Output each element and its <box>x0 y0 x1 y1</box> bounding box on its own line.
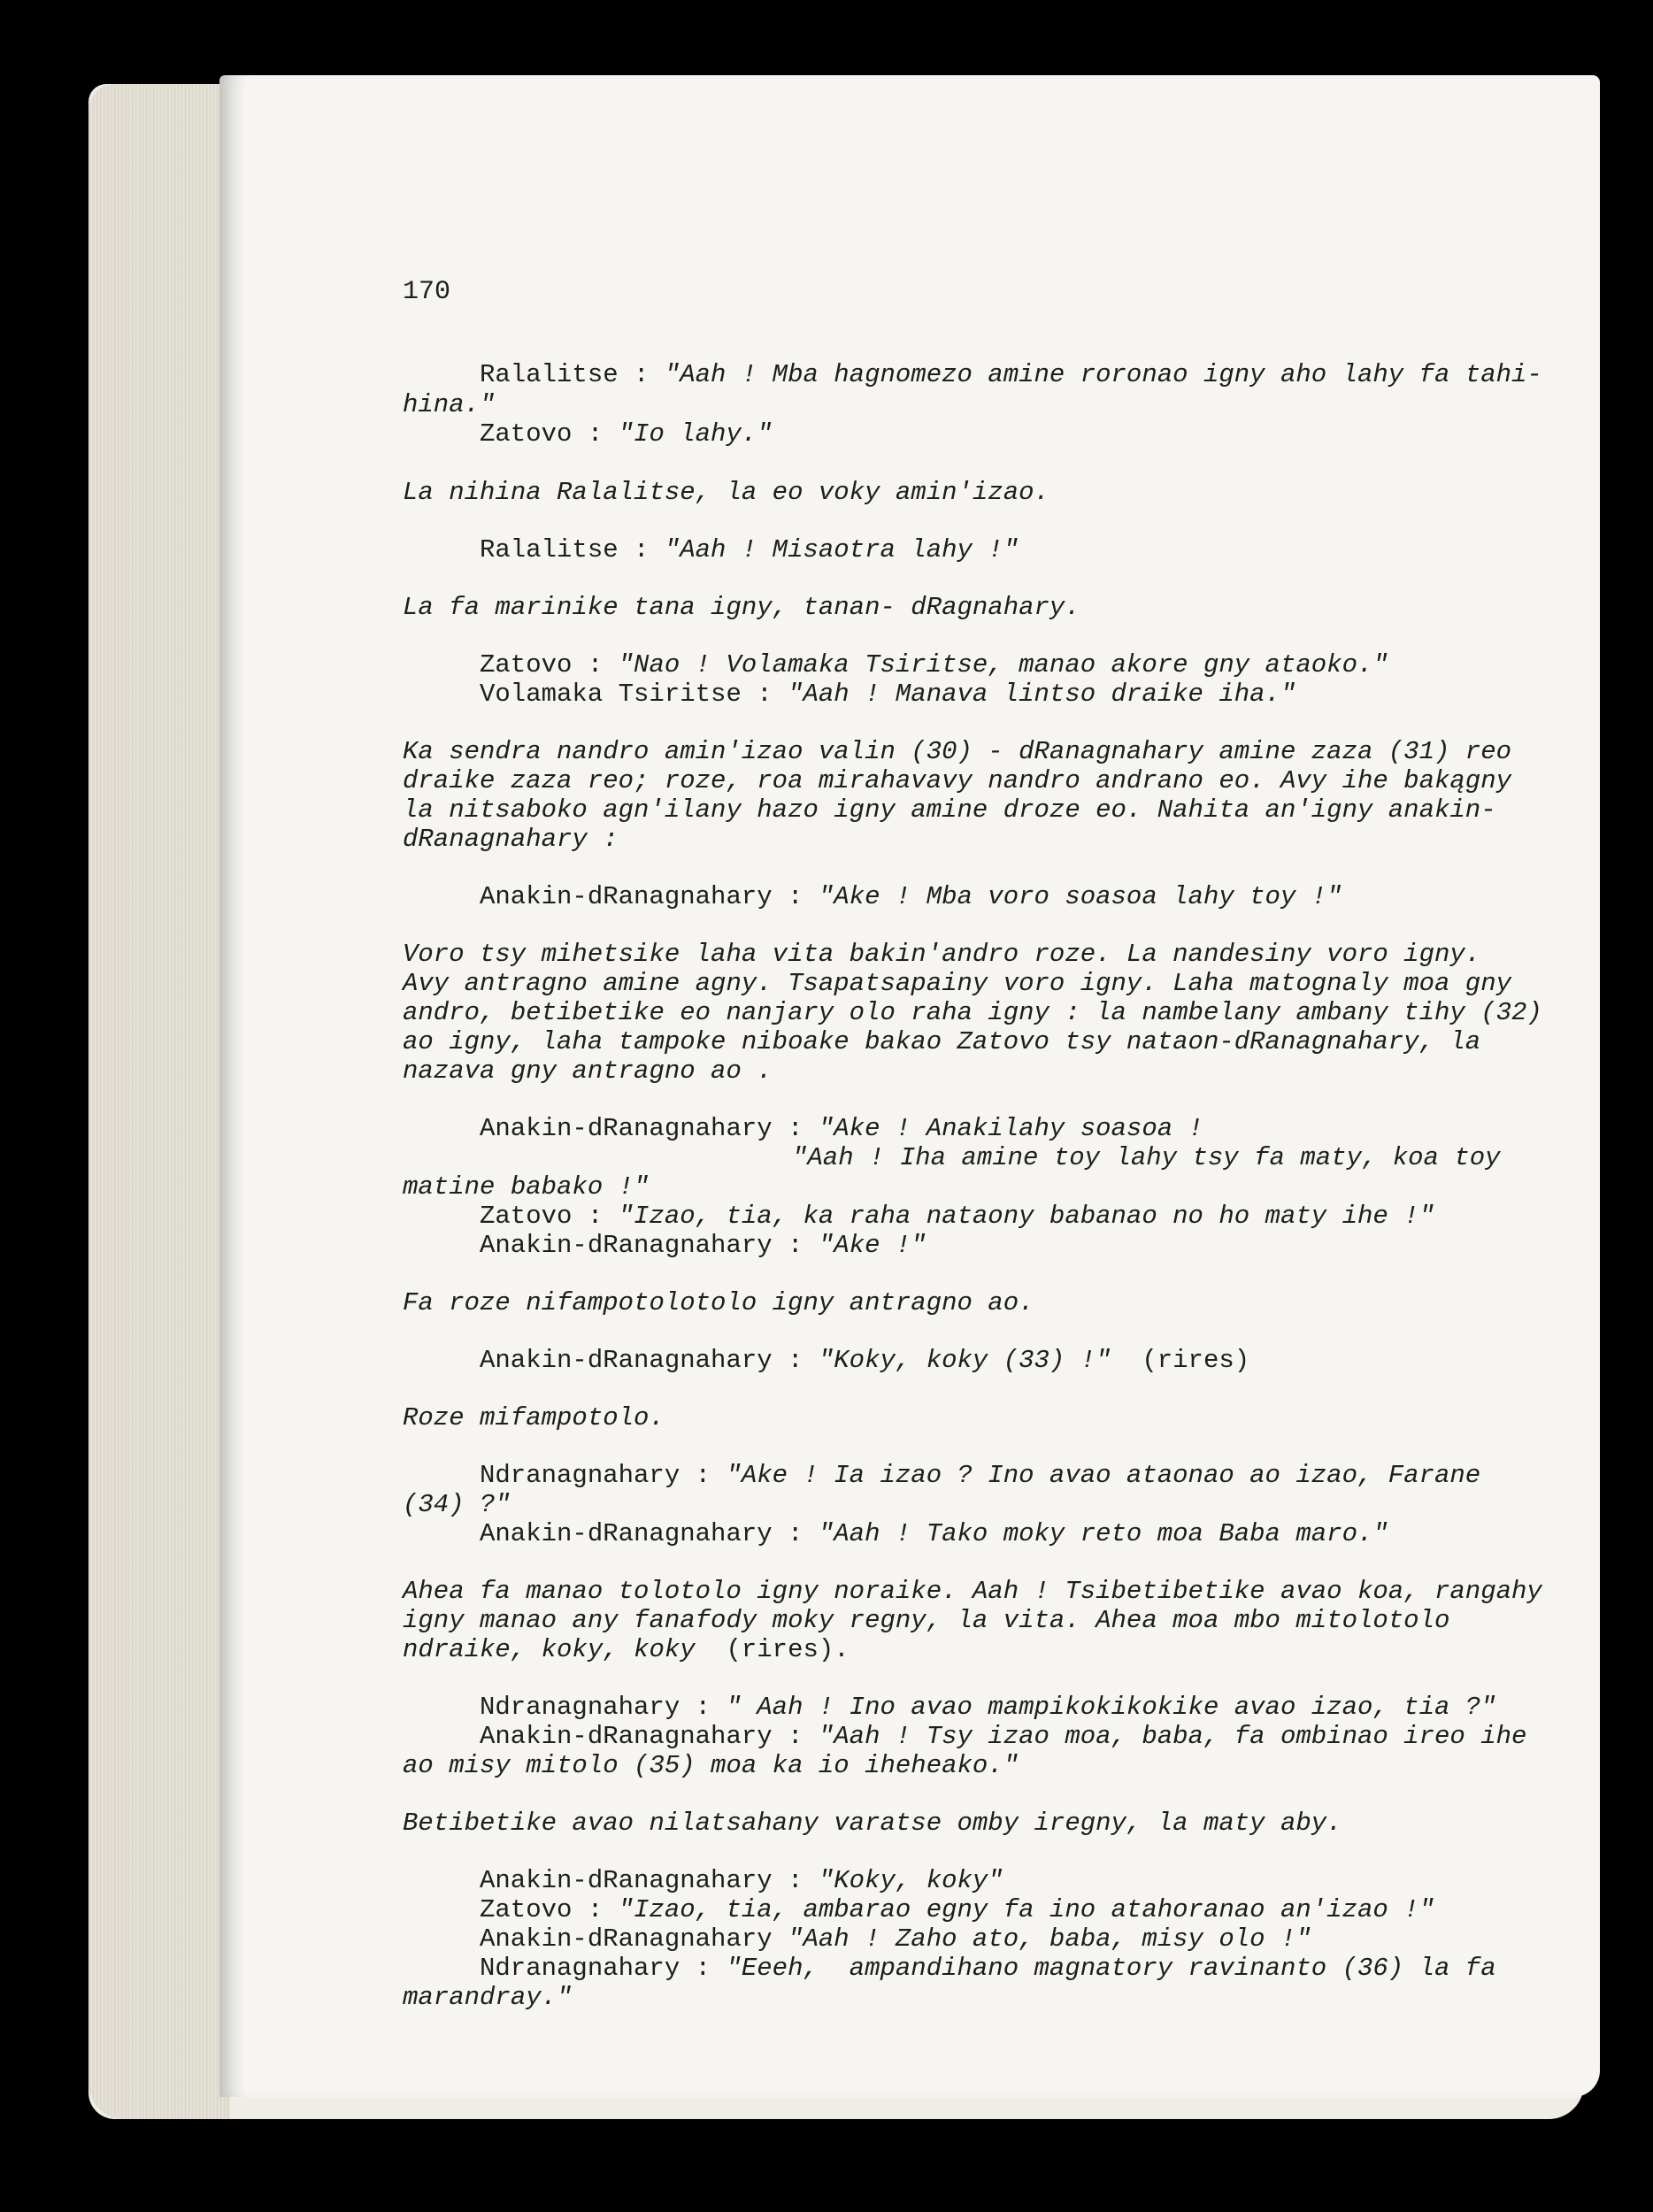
narrative-line: La nihina Ralalitse, la eo voky amin'izao. <box>403 478 1049 507</box>
dialogue-line <box>480 1955 1496 1983</box>
dialogue-line <box>480 420 773 449</box>
quote-text: "Ake ! Mba voro soasoa lahy toy !" <box>818 882 1342 911</box>
dialogue-line <box>480 1694 1496 1722</box>
narrative-line: Ahea fa manao tolotolo igny noraike. Aah ! Tsibetibetike avao koa, rangahy <box>403 1577 1542 1606</box>
quote-text: "Izao, tia, ambarao egny fa ino atahoranao an'izao !" <box>618 1895 1434 1924</box>
dialogue-line <box>480 1723 1526 1751</box>
speaker-label: Anakin-dRanagnahary : <box>480 882 819 911</box>
speaker-label: Volamaka Tsiritse : <box>480 680 788 709</box>
stage-direction: (rires). <box>695 1635 850 1664</box>
narrative-text: ndraike, koky, koky <box>403 1635 696 1664</box>
dialogue-line <box>480 536 1019 565</box>
quote-text: "Koky, koky (33) !" <box>818 1346 1111 1375</box>
dialogue-line <box>480 1202 1434 1231</box>
speaker-label: Anakin-dRanagnahary : <box>480 1114 819 1143</box>
narrative-line: nazava gny antragno ao . <box>403 1056 773 1086</box>
quote-text: "Aah ! Mba hagnomezo amine roronao igny aho lahy fa tahi- <box>664 360 1542 389</box>
dialogue-line <box>480 1896 1434 1924</box>
speaker-label: Ralalitse : <box>480 360 665 389</box>
speaker-label: Anakin-dRanagnahary : <box>480 1519 819 1548</box>
speaker-label: Zatovo : <box>480 1202 619 1231</box>
dialogue-line <box>480 651 1388 680</box>
narrative-line: Voro tsy mihetsike laha vita bakin'andro roze. La nandesiny voro igny. <box>403 940 1481 969</box>
narrative-line: La fa marinike tana igny, tanan- dRagnahary. <box>403 593 1080 622</box>
text-line: hina." <box>403 390 496 419</box>
quote-text: "Eeeh, ampandihano magnatory ravinanto (36) la fa <box>726 1954 1496 1983</box>
dialogue-line <box>480 883 1342 911</box>
dialogue-line <box>480 361 1542 389</box>
quote-text: "Aah ! Misaotra lahy !" <box>664 535 1019 565</box>
dialogue-line <box>480 680 1295 709</box>
narrative-line: Betibetike avao nilatsahany varatse omby iregny, la maty aby. <box>403 1809 1342 1838</box>
narrative-line: andro, betibetike eo nanjary olo raha igny : la nambelany ambany tihy (32) <box>403 998 1542 1027</box>
narrative-line <box>403 1636 850 1664</box>
stage-direction: (rires) <box>1111 1346 1250 1375</box>
quote-text: "Nao ! Volamaka Tsiritse, manao akore gny ataoko." <box>618 650 1388 680</box>
speaker-label: Anakin-dRanagnahary : <box>480 1866 819 1895</box>
narrative-line: Roze mifampotolo. <box>403 1403 665 1432</box>
page-fold-shadow <box>219 75 246 2097</box>
quote-text: "Aah ! Iha amine toy lahy tsy fa maty, koa toy <box>792 1143 1501 1172</box>
speaker-label: Ndranagnahary : <box>480 1461 727 1490</box>
quote-text: "Ake ! Ia izao ? Ino avao ataonao ao izao, Farane <box>726 1461 1481 1490</box>
quote-text: "Aah ! Tako moky reto moa Baba maro." <box>818 1519 1388 1548</box>
quote-text: "Aah ! Tsy izao moa, baba, fa ombinao ireo ihe <box>818 1722 1527 1751</box>
speaker-label: Anakin-dRanagnahary : <box>480 1346 819 1375</box>
dialogue-line <box>480 1232 926 1260</box>
speaker-label: Ndranagnahary : <box>480 1954 727 1983</box>
narrative-line: igny manao any fanafody moky regny, la vita. Ahea moa mbo mitolotolo <box>403 1606 1450 1635</box>
quote-text: "Izao, tia, ka raha nataony babanao no ho maty ihe !" <box>618 1202 1434 1231</box>
quote-text: "Ake ! Anakilahy soasoa ! <box>818 1114 1203 1143</box>
quote-text: "Aah ! Zaho ato, baba, misy olo !" <box>788 1924 1311 1954</box>
dialogue-line <box>480 1115 1203 1143</box>
speaker-label: Zatovo : <box>480 650 619 680</box>
dialogue-line <box>480 1925 1311 1954</box>
narrative-line: Avy antragno amine agny. Tsapatsapainy voro igny. Laha matognaly moa gny <box>403 969 1512 998</box>
narrative-line: Fa roze nifampotolotolo igny antragno ao. <box>403 1288 1034 1317</box>
quote-text: "Ake !" <box>818 1231 926 1260</box>
dialogue-line <box>792 1144 1501 1172</box>
page-number: 170 <box>403 277 451 307</box>
quote-text: "Aah ! Manava lintso draike iha." <box>788 680 1296 709</box>
dialogue-line <box>480 1347 1249 1375</box>
quote-text: "Koky, koky" <box>818 1866 1003 1895</box>
speaker-label: Zatovo : <box>480 419 619 449</box>
text-line: marandray." <box>403 1983 573 2012</box>
text-line: matine babako !" <box>403 1172 650 1202</box>
dialogue-line <box>480 1867 1003 1895</box>
text-line: (34) ?" <box>403 1490 511 1519</box>
quote-text: " Aah ! Ino avao mampikokikokike avao izao, tia ?" <box>726 1693 1496 1722</box>
speaker-label: Anakin-dRanagnahary <box>480 1924 788 1954</box>
speaker-label: Anakin-dRanagnahary : <box>480 1231 819 1260</box>
narrative-line: la nitsaboko agn'ilany hazo igny amine droze eo. Nahita an'igny anakin- <box>403 795 1496 825</box>
speaker-label: Ndranagnahary : <box>480 1693 727 1722</box>
narrative-line: draike zaza reo; roze, roa mirahavavy nandro andrano eo. Avy ihe bakągny <box>403 766 1512 795</box>
narrative-line: ao igny, laha tampoke niboake bakao Zatovo tsy nataon-dRanagnahary, la <box>403 1027 1481 1056</box>
dialogue-line <box>480 1520 1388 1548</box>
text-line: ao misy mitolo (35) moa ka io iheheako." <box>403 1751 1019 1780</box>
narrative-line: dRanagnahary : <box>403 825 619 854</box>
narrative-line: Ka sendra nandro amin'izao valin (30) - dRanagnahary amine zaza (31) reo <box>403 737 1512 766</box>
speaker-label: Anakin-dRanagnahary : <box>480 1722 819 1751</box>
speaker-label: Ralalitse : <box>480 535 665 565</box>
dialogue-line <box>480 1462 1480 1490</box>
page-stack-edge <box>88 84 230 2119</box>
quote-text: "Io lahy." <box>618 419 773 449</box>
speaker-label: Zatovo : <box>480 1895 619 1924</box>
